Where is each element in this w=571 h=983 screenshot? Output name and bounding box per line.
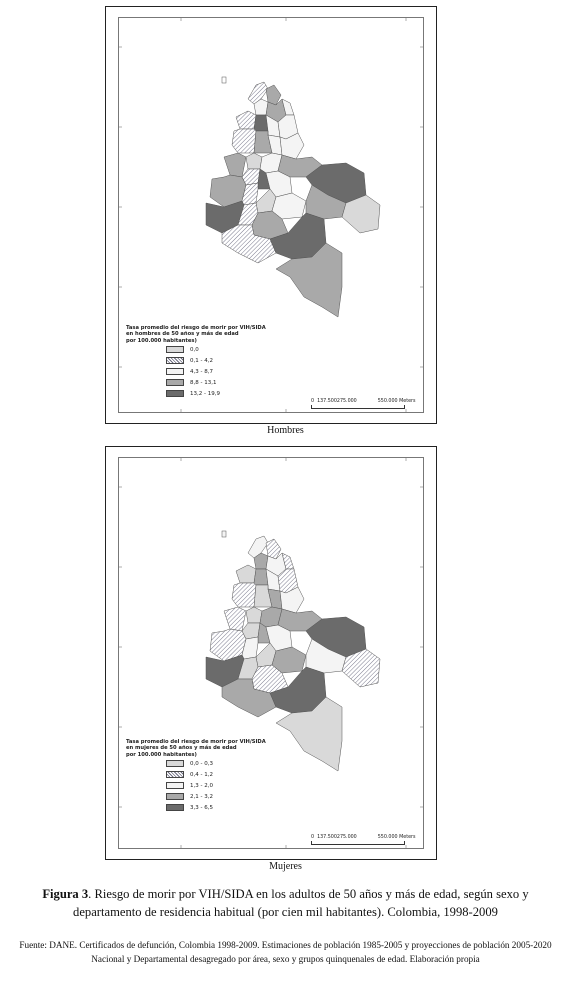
legend-items — [126, 758, 281, 813]
legend-mujeres — [126, 739, 281, 813]
legend-swatch — [166, 771, 184, 778]
legend-swatch — [166, 390, 184, 397]
legend-item — [166, 388, 281, 399]
panel-caption-mujeres: Mujeres — [269, 861, 302, 872]
department-region — [232, 583, 256, 607]
figure-label: Figura 3 — [42, 887, 89, 901]
department-region — [224, 153, 246, 177]
department-region — [236, 565, 256, 583]
scale-bar-labels — [311, 399, 416, 404]
legend-item — [166, 769, 281, 780]
legend-swatch — [166, 760, 184, 767]
legend-label: 8,8 - 13,1 — [190, 379, 217, 386]
scale-bar-line — [311, 841, 405, 845]
legend-label: 0,0 - 0,3 — [190, 760, 213, 767]
department-region — [236, 111, 256, 129]
legend-swatch — [166, 793, 184, 800]
legend-item — [166, 366, 281, 377]
department-region — [224, 607, 246, 631]
legend-label: 0,1 - 4,2 — [190, 357, 213, 364]
scale-label-mid: 137.500275.000 — [317, 835, 357, 840]
figure-caption — [10, 885, 561, 921]
panel-caption-hombres: Hombres — [267, 425, 304, 436]
department-region — [246, 607, 262, 623]
legend-label: 4,3 - 8,7 — [190, 368, 213, 375]
department-region — [254, 115, 268, 131]
legend-label: 2,1 - 3,2 — [190, 793, 213, 800]
legend-swatch — [166, 368, 184, 375]
legend-item — [166, 758, 281, 769]
legend-item — [166, 377, 281, 388]
legend-label: 0,0 — [190, 346, 199, 353]
source-note: Fuente: DANE. Certificados de defunción, Colombia 1998-2009. Estimaciones de población 1985-2005 y proyecciones de población 2005-2020 Nacional y Departamental desagregado por área, sexo y grupos quinquenales de edad. Elaboración propia — [19, 940, 552, 964]
scale-label-mid: 137.500275.000 — [317, 399, 357, 404]
scale-bar — [311, 399, 416, 409]
scale-bar-line — [311, 405, 405, 409]
island-region — [222, 77, 226, 83]
figure-caption-text: . Riesgo de morir por VIH/SIDA en los adultos de 50 años y más de edad, según sexo y departamento de residencia habitual (por cien mil habitantes). Colombia, 1998-2009 — [73, 887, 529, 919]
department-regions — [206, 77, 380, 317]
scale-label-end: 550.000 Meters — [377, 835, 416, 840]
legend-item — [166, 355, 281, 366]
legend-label: 1,3 - 2,0 — [190, 782, 213, 789]
legend-items — [126, 344, 281, 399]
legend-title: Tasa promedio del riesgo de morir por VIH/SIDA en mujeres de 50 años y más de edad por 100.000 habitantes) — [126, 739, 266, 758]
legend-swatch — [166, 379, 184, 386]
department-regions — [206, 531, 380, 771]
map-panel-hombres — [105, 6, 437, 424]
legend-item — [166, 802, 281, 813]
scale-bar-labels — [311, 835, 416, 840]
map-panel-mujeres — [105, 446, 437, 860]
legend-label: 13,2 - 19,9 — [190, 390, 220, 397]
legend-swatch — [166, 782, 184, 789]
legend-swatch — [166, 804, 184, 811]
legend-item — [166, 344, 281, 355]
scale-bar — [311, 835, 416, 845]
scale-label-end: 550.000 Meters — [377, 399, 416, 404]
legend-hombres — [126, 325, 281, 399]
scale-label-zero: 0 — [311, 835, 315, 840]
island-region — [222, 531, 226, 537]
legend-item — [166, 791, 281, 802]
legend-title: Tasa promedio del riesgo de morir por VIH/SIDA en hombres de 50 años y más de edad por 100.000 habitantes) — [126, 325, 266, 344]
legend-item — [166, 780, 281, 791]
legend-swatch — [166, 346, 184, 353]
scale-label-zero: 0 — [311, 399, 315, 404]
legend-swatch — [166, 357, 184, 364]
department-region — [254, 569, 268, 585]
department-region — [232, 129, 256, 153]
department-region — [246, 153, 262, 169]
legend-label: 0,4 - 1,2 — [190, 771, 213, 778]
legend-label: 3,3 - 6,5 — [190, 804, 213, 811]
